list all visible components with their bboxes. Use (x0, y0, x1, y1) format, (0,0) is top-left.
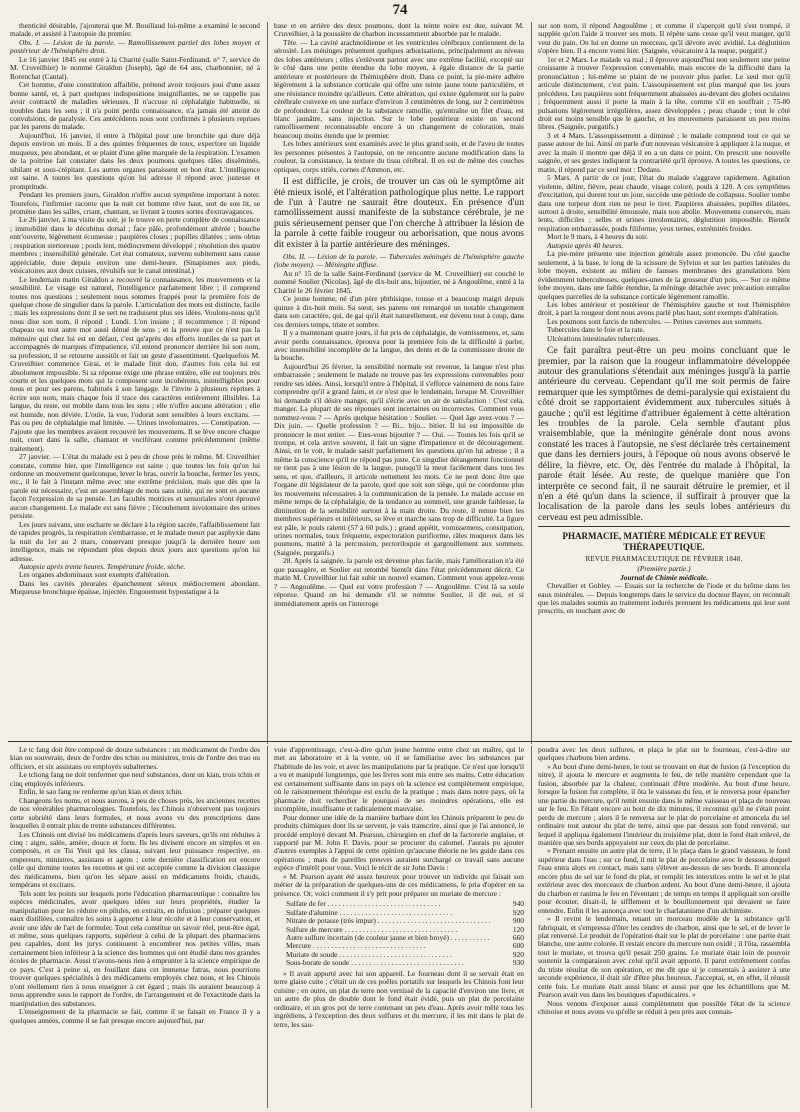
observation-title: Obs. I. — Lésion de la parole. — Ramollissement partiel des lobes moyen et postérieur de l'hémisphère droit. (10, 37, 260, 56)
section-rule (538, 526, 790, 527)
ingredient-value: 920 (512, 949, 524, 959)
paragraph: voie d'apprentissage, c'est-à-dire qu'un jeune homme entre chez un maître, qui le met au laboratoire et à la vente, où il se familiarise avec les substances par l'habitude de les voir, et avec les manipulations par la pratique. Ce n'est que lorsqu'il a vu et manipulé longtemps, que les livres sont mis entre ses mains. Cette éducation est certainement suffisante dans un pays où la science est complètement empirique, où le raisonnement théorique est exclu de la pratique ; mais dans notre pays, où la pharmacie doit rechercher le pourquoi de ses moindres opérations, elle est incomplète, insuffisante et radicalement mauvaise. (274, 746, 524, 814)
paragraph: Aujourd'hui, 16 janvier, il entre à l'hôpital pour une bronchite qui dure déjà depuis environ un mois. Il a des quintes fréquentes de toux, expectore un liquide muqueux, peu abondant, et se plaint d'une gêne marquée de la respiration. L'examen de la poitrine fait constater dans les deux poumons quelques râles disséminés, sibilant et sous-crépitant. Les autres organes paraissent en bon état. L'intelligence est saine. A toutes les questions qu'on lui adresse il répond avec justesse et promptitude. (10, 130, 260, 191)
large-paragraph: Il est difficile, je crois, de trouver un cas où le symptôme ait été mieux isolé, et l'altération pathologique plus nette. Le rapport de l'un à l'autre ne saurait être douteux. En présence d'un ramollissement aussi manifeste de la substance cérébrale, je ne puis sérieusement penser que l'on cherche à attribuer la lésion de la parole à cette faible rougeur ou arborisation, que nous avons dit exister à la partie antérieure des méninges. (274, 176, 524, 250)
paragraph: 3 et 4 Mars. L'assoupissement a diminué ; le malade comprend tout ce qui se passe autour de lui. Ainsi on parle d'un nouveau vésicatoire à appliquer à la nuque, et avec la main il montre que déjà il en a un dans ce point. On prescrit une nouvelle saignée, et ses gestes indiquent la contrariété qu'il éprouve. A toutes les questions, ce matin, il répond par ce seul mot : Dedans. (538, 130, 790, 174)
paragraph: sur son nom, il répond Angoulême ; et comme il s'aperçoit qu'il s'est trompé, il supplée qu'on l'aide à trouver ses mots. Il répète sans cesse qu'il veut manger, qu'il veut du pain. On lui en donne un morceau, qu'il dévore avec avidité. La déglutition s'opère bien. Il a encore vomi hier. (Saignée, vésicatoire à la nuque, purgatif.) (538, 22, 790, 56)
table-row (286, 934, 524, 942)
paragraph: L'enseignement de la pharmacie se fait, comme il se faisait en France il y a quelques années, comme il se fait presque encore aujourd'hui, par (10, 1007, 260, 1025)
paragraph: Enfin, le sao fang ne renferme qu'un kian et deux tchin. (19, 787, 183, 797)
ingredient-name: Sulfate d'alumine . . . (286, 909, 492, 917)
column-rule (267, 746, 268, 1108)
ingredient-name: Autre sulfure incertain (de couleur jaune et bien broyé) . . . (286, 934, 492, 942)
paragraph: » Au bout d'une demi-heure, le tout se trouvant en état de fusion (à l'exception du nitre), il ajouta le mercure et augmenta le feu, de telle manière cependant que la fusion, absorbée par la chaleur, continuait d'être modérée. Au bout d'une heure, lorsque la fusion fut complète, il ôta le vaisseau du feu, et le renversa pour épancher une partie du mercure, qu'il remit ensuite dans le même vaisseau et plaça de nouveau sur le feu. En l'étant encore au bout de dix minutes, il reconnut qu'il ne s'était point perdu de mercure ; alors il le renversa sur le plat de porcelaine et amoncela du sel ordinaire tout autour du plat de terre, ainsi que par dessus son fond renversé, sur lequel il appliqua également l'intérieur du troisième plat, dont le fond était enlevé, de manière que ses bords appuyaient sur ceux du plat de porcelaine. (538, 761, 790, 847)
table-row (286, 959, 524, 967)
paragraph: Mort le 9 mars, à 4 heures du soir. (547, 232, 648, 242)
section-part: (Première partie.) (637, 564, 691, 574)
paragraph: Nous venons d'exposer aussi complètement que possible l'état de la science chinoise et nous avons vu qu'elle se réduit à peu près aux connais- (538, 998, 790, 1017)
paragraph: Les organes abdominaux sont exempts d'altération. (19, 570, 171, 580)
paragraph: Tête. — La cavité arachnoïdienne et les ventricules cérébraux contiennent de la sérosité. Les méninges présentent quelques arborisations, principalement au niveau des lobes antérieurs ; elles s'enlèvent partout avec une extrême facilité, excepté sur le côté dans une petite étendue du lobe moyen, à égale distance de la partie antérieure et postérieure de l'hémisphère droit. Dans ce point, la pie-mère adhère légèrement à la substance corticale qui offre une teinte jaune toute particulière, et une résistance moindre qu'ailleurs. Cette altération, qui existe également sur la paire cérébrale convexe en une surface d'environ 3 centimètres de long, sur 2 centimètres de profondeur. La couleur de la substance ramollie, qu'entraîne un filet d'eau, est blanc jaunâtre, sans injection. Sur le lobe postérieur existe un second ramollissement reconnaissable encore à un changement de coloration, mais beaucoup moins étendu que le premier. (274, 37, 524, 140)
section-subtitle: REVUE PHARMACEUTIQUE DE FÉVRIER 1848. (585, 555, 743, 564)
column-rule (531, 746, 532, 1108)
autopsy-heading: Autopsie après trente heures. Température froide, sèche. (19, 562, 186, 571)
column-rule (267, 22, 268, 744)
lower-column-1 (10, 746, 260, 1108)
paragraph: 28. Après la saignée, la parole est devenue plus facile, mais l'amélioration n'a été que passagère, et Soulier est retombé bientôt dans l'état précédemment décrit. Ce matin M. Cruveilhier lui fait subir un nouvel examen. Comment vous appelez-vous ? — Angoulême. — Quel est votre profession ? — Angoulême. C'est là sa seule réponse. Quand on lui demande s'il se nomme Soulier, il dit oui, et si immédiatement après on l'interroge (274, 556, 524, 608)
ingredient-value: 120 (512, 924, 524, 934)
observation-title: Obs. II. — Lésion de la parole. — Tubercules méningés de l'hémisphère gauche (lobe moyen). — Méningite diffuse. (274, 252, 524, 270)
ingredient-table (286, 900, 524, 968)
paragraph: Le lendemain matin Giraldon a recouvré la connaissance, les mouvements et la sensibilité. Le visage est naturel, l'intelligence parfaitement libre ; il comprend toutes nos questions ; seulement nous sommes frappés pour la première fois de quelque chose de singulier dans la parole. L'articulation des mots est distincte, facile ; mais les expressions dont il se sert ne traduisent plus ses idées. Voulons-nous qu'il nous dise son nom, il répond : Lundi. L'on insiste ; il recommence : il répond chapeau ou tout autre mot aussi dénué de sens ; et la preuve que ce n'est pas la mémoire qui chez lui est en défaut, c'est qu'après des efforts inutiles de sa part et accompagnés de marques d'impatience, s'il entend prononcer derrière lui son nom, sa profession, il se retourne aussitôt et fait un geste d'assentiment. Quelquefois M. Cruveilhier commence Girai, et le malade finit don, d'autres fois cela lui est absolument impossible. Si sa réponse exige une phrase entière, elle est toujours très courte et les quelques mots qui la composent sont incohérents, inintelligibles pour nous et pour ses parens, habitués à son langage. Je l'invite à plusieurs reprises à écrire son nom, mais chaque fois il trace des caractères entièrement illisibles. La langue, du reste, est mobile dans tous les sens ; elle n'offre aucune altération ; elle est humide, non déviée. L'ouïe, la vue, l'odorat sont sensibles à leurs excitans. — Pas ou peu de céphalalgie mal limitée. — Urines involontaires. — Constipation. — J'ajoute que les membres avaient recouvré les mouvemens. Il se lève encore chaque nuit, court dans la salle, chantant et vociférant comme précédemment (même traitement). (10, 274, 260, 453)
section-title: PHARMACIE, MATIÈRE MÉDICALE ET REVUE THÉRAPEUTIQUE. (562, 531, 766, 553)
paragraph: Pendant les premiers jours, Giraldon n'offre aucun symptôme important à noter. Toutefois, l'infirmier raconte que la nuit cet homme rêve haut, sort de son lit, se promène dans les salles, criant, chantant, se livrant à toutes sortes d'extravagances. (10, 190, 260, 216)
paragraph: Changeons les noms, et nous aurons, à peu de choses près, les anciennes recettes de nos vénérables pharmacologues. Toutefois, les Chinois n'observent pas toujours cette sobriété dans leurs formules, et nous avons vu des prescriptions dans lesquelles il entrait plus de trente substances différentes. (10, 795, 260, 831)
paragraph: Il y a maintenant quatre jours, il fut pris de céphalalgie, de vomissemens, et, sans avoir perdu connaissance, éprouva pour la première fois de la difficulté à parler, avec insensibilité incomplète de la langue, des dents et de la commissure droite de la bouche. (274, 328, 524, 363)
page-number: 74 (392, 2, 408, 18)
autopsy-heading: Autopsie après 40 heures. (547, 240, 624, 250)
upper-column-3 (538, 22, 790, 744)
paragraph: poudra avec les deux sulfures, et plaça le plat sur le fourneau, c'est-à-dire sur quelques charbons bien ardens. (538, 746, 790, 763)
lower-column-3 (538, 746, 790, 1108)
paragraph: Le tchong fang ne doit renfermer que neuf substances, dont un kian, trois tchin et cinq employés inférieurs. (10, 770, 260, 788)
lower-column-2 (274, 746, 524, 1108)
paragraph: Cet homme, d'une constitution affaiblie, prétend avoir toujours joui d'une assez bonne santé, et, à part quelques indispositions insignifiantes, ne se rappelle pas avoir contracté de maladies sérieuses. Il n'accuse ni céphalalgie habituelle, ni troubles dans les sens ; il n'a point perdu connaissance, n'a jamais été atteint de convulsions, de paralysie. Ces antécédents nous sont confirmés à plusieurs reprises par les parens du malade. (10, 80, 260, 132)
paragraph: Aujourd'hui 26 février, la sensibilité normale est revenue, la langue n'est plus embarrassée ; seulement le malade ne trouve pas les expressions convenables pour rendre ses idées. Ainsi, lorsqu'il entre à l'hôpital, il s'efforce vainement de nous faire comprendre qu'il a grand faim, et ce n'est que le lendemain, lorsque M. Cruveilhier lui demande s'il désire manger, qu'il s'écrie avec un air de satisfaction : C'est cela, manger. La plupart de ses réponses sont incertaines ou incorrectes. Comment vous nommez-vous ? — Après quelque hésitation : Soulier. — Quel âge avez-vous ? — Dix juin. — Quelle profession ? — Bi... bijo... bitier. Il lui est impossible de prononcer le mot entier. — Etes-vous bijoutier ? — Oui. — Toutes les fois qu'il se trompe, et cela arrive souvent, il fait un signe d'impatience et de découragement. Ainsi, en le voit, le malade saisit parfaitement les questions qu'on lui adresse ; il a même la conscience qu'il ne répond pas juste. Ce singulier dérangement fonctionnel ne tient pas à une lésion de la langue, puisqu'il la meut facilement dans tous les sens, et que, d'ailleurs, il articule nettement les mots. Ce ne peut donc être que l'organe dit législateur de la parole, quel que soit son siège, qui ne coordonne plus les mouvemens nécessaires à la communication de la pensée. Le malade accuse en même temps de la céphalalgie, de la tendance au sommeil, une grande faiblesse, la diminution de la sensibilité surtout à la main droite. Du reste, il remue bien les membres supérieurs et inférieurs, se lève et marche sans trop de difficulté. La figure est pâle, le pouls ralenti (57 à 60 puls.) ; grand appétit, vomissemens, constipation, urines normales, toux fréquente, expectoration purifiorme, râles muqueux dans les poumons, matité à la percussion, pectoriloquie et gargouillement aux sommets. (Saignée, purgatifs.) (274, 361, 524, 557)
paragraph: » Il avait apporté avec lui son appareil. Le fourneau dont il se servait était en terre glaise cuite ; c'était un de ces poêles portatifs sur lesquels les Chinois font leur cuisine ; en outre, un plat de terre non vernissé de la capacité d'environ une livre, et un autre de plus de double dont le fond était évidé, puis un plat de porcelaine ordinaire, et un gros pot de terre contenant un peu d'eau. Après avoir mêlé tous les ingrédiens, à l'exception des deux sulfures et du mercure, il les mit dans le plat de terre, les sau- (274, 968, 524, 1029)
paragraph: 1er et 2 Mars. Le malade va mal ; il éprouve aujourd'hui non seulement une peine croissante à trouver l'expression convenable, mais encore de la difficulté dans la prononciation ; lui-même se plaint de ne pouvoir plus parler. Le seul mot qu'il articule distinctement, c'est pain. L'assoupissement est plus marqué que les jours précédens. Les paupières sont fréquemment abaissées au-devant des globes oculaires ; fréquemment aussi il porte la main à la tête, comme s'il en souffrait ; 75-80 pulsations légèrement irrégulières, assez développées ; peau chaude ; tout le côté droit est moins sensible que le gauche, et les mouvemens paraissent un peu moins libres. (Saignée, purgatifs.) (538, 54, 790, 132)
journal-name: Journal de Chimie médicale. (620, 573, 708, 583)
paragraph: » Prenant ensuite un autre plat de terre, il le plaça dans le grand vaisseau, le fond supérieur dans l'eau ; sur ce fond, il mit le plat de porcelaine avec le dessous duquel l'eau entra alors en contact, mais sans s'élever au-dessus de ses bords. Il amoncela encore plus de sel sur le fond du plat, et remplit les interstices entre le sel et le plat extérieur avec des morceaux de charbon ardent. Au bout d'une demi-heure, il ajouta du charbon et ranima le feu en l'éventant ; de temps en temps il appliquait son oreille pour écouter, disait-il, le sifflement et le bouillonnement qui devaient se faire entendre. Enfin il les annonça avec tout le charlatanisme d'un alchimiste. (538, 846, 790, 915)
paragraph: thenticité désirable, j'ajouterai que M. Bouillaud lui-même a examiné le second malade, et assisté à l'autopsie du premier. (10, 22, 260, 39)
table-row (286, 900, 524, 908)
ingredient-value: 600 (512, 941, 524, 951)
paragraph: Les Chinois ont divisé les médicamens d'après leurs saveurs, qu'ils ont réduites à cinq : aigre, salée, amère, douce et forte. Ils les divisent encore en simples et en composés, et ce Tsi Yesti qui les classa, suivant leur puissance respective, en empereurs, ministres, assistans et agens ; cette dernière classification est encore celle qui domine toutes les recettes et qui est acceptée comme la division classique des médicamens, bien qu'on les sépare aussi en médicamens froids, chauds, tempérans et excitans. (10, 829, 260, 890)
table-row (286, 917, 524, 925)
paragraph: 5 Mars. A partir de ce jour, l'état du malade s'aggrave rapidement. Agitation violente, délire, fièvre, peau chaude, visage coloré, pouls à 120. A ces symptômes d'excitation, qui durent tout un jour, succède une période de collapsus. Soulier tombe dans une torpeur dont rien ne peut le tirer. Paupières abaissées, pupilles dilatées, surtout à droite, sensibilité émoussée, mais non abolie. Mouvemens conservés, mais lents, difficiles ; selles et urines involontaires, déglutition impossible. Bientôt respiration embarrassée, pouls filiforme, yeux ternes, extrémités froides. (538, 173, 790, 233)
table-row (286, 909, 524, 917)
paragraph: Le 16 janvier 1845 est entré à la Charité (salle Saint-Ferdinand, n° 7, service de M. Cruveilhier) le nommé Giraldon (Joseph), âgé de 64 ans, charbonnier, né à Rorenchat (Cantal). (10, 54, 260, 81)
upper-column-1 (10, 22, 260, 744)
paragraph: Le tc fang doit être composé de douze substances : un médicament de l'ordre des kian ou souverain, deux de l'ordre des tchin ou ministres, trois de l'ordre des trao ou officiers, et six assistans ou employés subalternes. (10, 746, 260, 771)
paragraph: « M. Pearson ayant été assez heureux pour trouver un individu qui faisait son métier de la préparation de quelques-uns de ces médicamens, le pria d'opérer en sa présence. Or, voici comment il s'y prit pour préparer un muriate de mercure : (274, 871, 524, 898)
paragraph: La pie-mère présente une injection générale assez prononcée. Du côté gauche seulement, à la base, le long de la scissure de Sylvius et sur les parties latérales du lobe moyen, existent au milieu de fausses membranes des granulations bien évidemment tuberculeuses, quelques-unes de la grosseur d'un pois. — Sur ce même lobe moyen, dans une faible étendue, la méninge détachée avec précaution entraîne quelques parcelles de la substance corticale légèrement ramollie. (538, 249, 790, 301)
paragraph: Dans les cavités pleurales épanchement séreux médiocrement abondant. Muqueuse bronchique épaisse, injectée. Engouement hypostatique à la (10, 578, 260, 597)
ingredient-name: Nitrate de potasse (très impur) . . . (286, 917, 492, 925)
paragraph: Le 26 janvier, à ma visite du soir, je le trouve en perte complète de connaissance ; immobilité dans le décubitus dorsal ; face pâle, profondément altérée ; bouche entr'ouverte, légèrement écumeuse ; paupières closes ; pupilles dilatées ; sens obtus ; respiration stertoreuse ; pouls lent, médiocrement développé ; résolution des quatre membres ; insensibilité générale. Cet état comateux, survenu subitement sans cause appréciable, dure depuis environ une demi-heure. (Sinapismes aux pieds, vésicatoires aux deux cuisses, révulsifs sur le canal intestinal.) (10, 215, 260, 276)
table-row (286, 942, 524, 950)
paragraph: base et en arrière des deux poumons, dont la teinte noire est due, suivant M. Cruveilhier, à la poussière de charbon incessamment absorbée par le malade. (274, 22, 524, 39)
paragraph: Les lobes antérieur et postérieur de l'hémisphère gauche et tout l'hémisphère droit, à part la rougeur dont nous avons parlé plus haut, sont exempts d'altération. (538, 299, 790, 318)
paragraph: Chevallier et Gobley. — Essais sur la recherche de l'iode et du brôme dans les eaux minérales. — Depuis longtemps dans le service du docteur Bayer, on reconnaît que les malades soumis au traitement iodurés prennent les médicamens qui leur sont prescrits, en touchant avec de (538, 581, 790, 616)
ingredient-value: 930 (512, 958, 524, 968)
table-row (286, 926, 524, 934)
ingredient-value: 660 (512, 932, 524, 942)
ingredient-value: 940 (512, 899, 524, 909)
large-paragraph: Ce fait paraîtra peut-être un peu moins concluant que le premier, par la raison que la rougeur inflammatoire développée autour des granulations s'étendait aux méninges jusqu'à la partie antérieure du cerveau. Cependant qu'il me soit permis de faire remarquer que les symptômes de demi-paralysie qui existaient du côté droit se rapportaient évidemment aux tubercules situés à gauche ; qu'il est légitime d'attribuer également à cette altération les troubles de la parole. Cela semble d'autant plus vraisemblable, que la méningite générale dont nous avons constaté les traces à l'autopsie, ne s'est déclarée très certainement que dans les derniers jours, à l'époque où nous avons observé le délire, la fièvre, etc. Or, dès l'entrée du malade à l'hôpital, la parole était lésée. Au reste, de quelque manière que l'on interprète ce second fait, il ne saurait détruire le premier, et il n'en a été qu'un dans la science, il suffirait à prouver que la localisation de la parole dans les seuls lobes antérieurs du cerveau est peu admissible. (538, 345, 790, 523)
paragraph: Les lobes antérieurs sont examinés avec le plus grand soin, et de l'aveu de toutes les personnes présentes à l'autopsie, on ne rencontre aucune modification dans la couleur, la consistance, la texture du tissu cérébral. Il en est de même des couches optiques, corps striés, cornes d'Ammon, etc. (274, 139, 524, 174)
paragraph: » Il revint le lendemain, tenant un morceau modèle de la substance qu'il fabriquait, et s'empressa d'ôter les cendres de charbon, ainsi que le sel, et de lever le plat renversé. Le produit de l'opération était sur le plat de porcelaine : une partie était blanche, une autre colorée. Il restait encore du mercure non oxidé ; il l'ôta, rassembla tout le muriate, et trouva qu'il pesait 250 grains. Le muriate était loin de pouvoir soutenir la comparaison avec celui qu'il avait apporté. Il parut extrêmement confus du triste résultat de son opération, et me dit que si je consentais à assister à une seconde expérience, il était sûr d'être plus heureux. J'acceptai, et, en effet, il réussit cette fois. Le muriate était aussi blanc et aussi pur que les échantillons que M. Pearson avait vus dans les boutiques d'apothicaires. » (538, 914, 790, 1000)
ingredient-value: 920 (512, 907, 524, 917)
paragraph: Tels sont les points sur lesquels porte l'éducation pharmaceutique : connaître les espèces médicinales, avoir quelques idées sur leurs propriétés, étudier la manipulation pour les réduire en pilules, en extraits, en infusion ; préparer quelques eaux distillées, connaître les soins à apporter à leur récolte et à leur conservation, et avoir une idée de l'art de formuler. Tout cela constitue un savoir réel, peut-être égal, et même, sous quelques rapports, supérieur à celui de la plupart des pharmaciens peu capables, dont les jurys continuent à encombrer nos petites villes, mais certainement bien inférieur à la science des hommes qui ont étudié dans nos grandes écoles de pharmacie. Aussi n'avons-nous rien à emprunter à la science empirique de ce pays. C'est à peine si, en fouillant dans cet immense fatras, nous pourrions trouver quelques spécialités à des médicamens employés chez nous, et les Chinois n'ont réellement rien à nous enseigner à cet égard ; mais ils auraient beaucoup à nous apprendre sous le rapport de l'ordre, de l'arrangement et de l'exactitude dans la manipulation des substances. (10, 888, 260, 1008)
ingredient-name: Sulfure de mercure . . . (286, 926, 492, 934)
upper-column-2 (274, 22, 524, 744)
paragraph: 27 janvier. — L'état du malade est à peu de chose près le même. M. Cruveilhier constate, comme hier, que l'intelligence est saine ; que toutes les fois qu'on lui ordonne un mouvement quelconque, lever le bras, ouvrir la bouche, fermer les yeux, etc., il le fait à l'instant même avec une extrême précision, mais que dès que la parole est nécessaire, c'est un assemblage de mots sans suite, qui ne sont en aucune façon l'expression de sa pensée. Les facultés motrices et sensoriales n'ont éprouvé aucun changement. Le malade est sans fièvre ; l'écoulement involontaire des urines persiste. (10, 452, 260, 521)
ingredient-name: Mercure . . . (286, 942, 492, 950)
ingredient-value: 900 (512, 916, 524, 926)
paragraph: Les jours suivans, une escharre se déclare à la région sacrée, l'affaiblissement fait de rapides progrès, la respiration s'embarrasse, et le malade meurt par asphyxie dans la nuit du 1er au 2 mars, conservant presque jusqu'à la dernière heure son intelligence, mais ne répondant plus depuis deux jours aux questions qu'on lui adresse. (10, 519, 260, 563)
paragraph: Tubercules dans le foie et la rate. (547, 325, 645, 335)
paragraph: Pour donner une idée de la manière barbare dont les Chinois préparent le peu de produits chimiques dont ils se servent, je vais transcrire, ainsi que je l'ai annoncé, le procédé employé devant M. Pearson, chirurgien en chef de la factorerie anglaise, et rapporté par M. John F. Davis, pour se procurer du calomel. J'aurais pu ajouter d'autres exemples à l'appui de cette opinion qu'aucune théorie ne les guide dans ces opérations ; mais de pareilles preuves auraient surchargé ce travail sans aucune espèce d'intérêt pour vous. Voici le récit de sir John Davis : (274, 812, 524, 873)
ingredient-name: Sulfate de fer . . . (286, 900, 492, 908)
ingredient-name: Sous-borate de soude . . . (286, 959, 492, 967)
column-rule (531, 22, 532, 744)
paragraph: Ulcérations intestinales tuberculeuses. (547, 333, 661, 343)
paragraph: Au n° 15 de la salle Saint-Ferdinand (service de M. Cruveilhier) est couché le nommé Soulier (Nicolas), âgé de dix-huit ans, bijoutier, né à Angoulême, entré à la Charité le 26 février 1845. (274, 268, 524, 295)
ingredient-name: Muriate de soude . . . (286, 951, 492, 959)
table-row (286, 951, 524, 959)
paragraph: Les poumons sont farcis de tubercules. — Petites cavernes aux sommets. (547, 316, 763, 326)
paragraph: Ce jeune homme, né d'un père phthisique, tousse et a beaucoup maigri depuis quinze à dix-huit mois. Sa sœur, ses parens ont remarqué un notable changement dans son caractère, qui, de gai qu'il était naturellement, est devenu tout à coup, dans ces derniers temps, triste et sombre. (274, 294, 524, 329)
